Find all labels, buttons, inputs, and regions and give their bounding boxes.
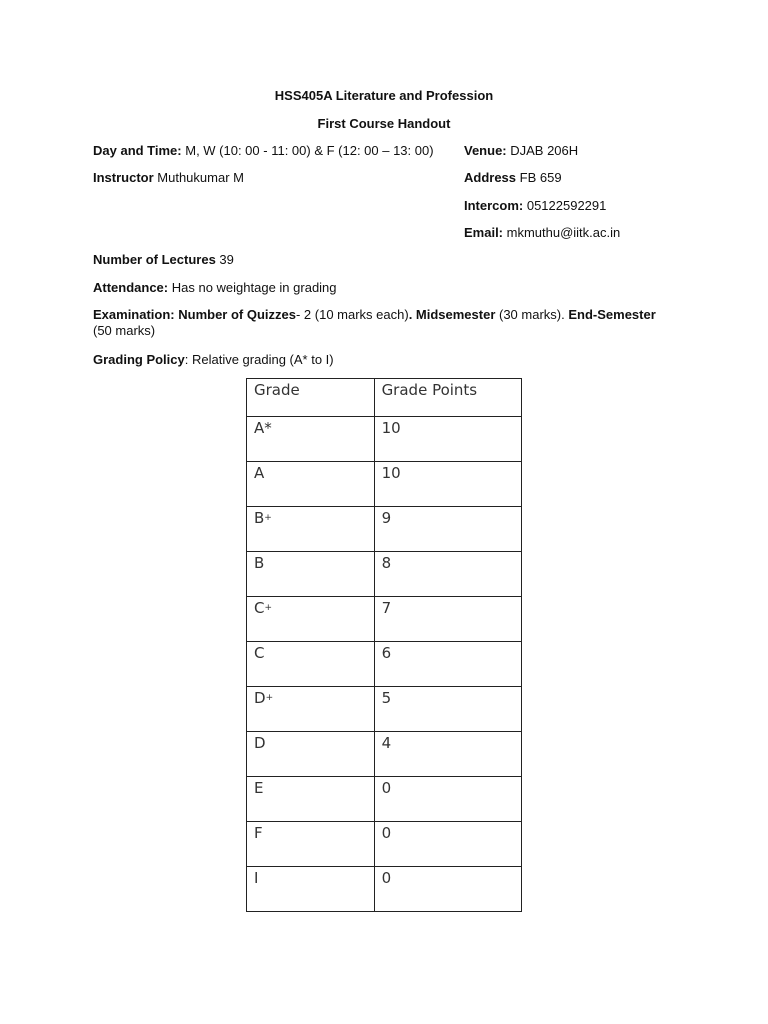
- grade-letter: B: [254, 509, 265, 527]
- exam-mid-label: . Midsemester: [408, 307, 496, 322]
- email-label: Email:: [464, 225, 504, 240]
- handout-subtitle: First Course Handout: [317, 116, 451, 131]
- address: [464, 170, 562, 186]
- intercom-label: Intercom:: [464, 198, 524, 213]
- examination: [93, 307, 673, 339]
- grade-cell: [247, 687, 375, 732]
- instructor-value: Muthukumar M: [153, 170, 244, 185]
- grading-label: Grading Policy: [93, 352, 185, 367]
- table-row: [247, 552, 522, 597]
- grade-header: Grade: [247, 379, 375, 417]
- grade-letter: A*: [254, 419, 272, 437]
- grade-points-cell: 6: [374, 642, 521, 687]
- grade-letter: C: [254, 644, 265, 662]
- grade-table-header: [247, 379, 522, 417]
- grade-letter: D: [254, 689, 266, 707]
- attendance: [93, 280, 337, 296]
- grade-cell: [247, 732, 375, 777]
- email: [464, 225, 620, 241]
- table-row: [247, 462, 522, 507]
- exam-quizzes-label: Number of Quizzes: [174, 307, 296, 322]
- exam-end-label: End-Semester: [568, 307, 656, 322]
- grade-cell: [247, 507, 375, 552]
- grade-cell: [247, 642, 375, 687]
- exam-end-value: (50 marks): [93, 323, 156, 338]
- grade-points-header: Grade Points: [374, 379, 521, 417]
- course-title: HSS405A Literature and Profession: [274, 88, 494, 103]
- intercom: [464, 198, 606, 214]
- grade-modifier: +: [265, 693, 274, 703]
- lectures-value: 39: [215, 252, 234, 267]
- grade-points-cell: 10: [374, 462, 521, 507]
- table-row: [247, 507, 522, 552]
- exam-mid-value: (30 marks).: [495, 307, 569, 322]
- grade-letter: B: [254, 554, 265, 572]
- grade-points-cell: 8: [374, 552, 521, 597]
- grade-cell: [247, 867, 375, 912]
- table-row: [247, 822, 522, 867]
- instructor-label: Instructor: [93, 170, 154, 185]
- table-row: [247, 687, 522, 732]
- grade-points-cell: 0: [374, 867, 521, 912]
- exam-label: Examination:: [93, 307, 175, 322]
- grade-letter: D: [254, 734, 266, 752]
- venue-value: DJAB 206H: [506, 143, 579, 158]
- lectures: [93, 252, 234, 268]
- attendance-label: Attendance:: [93, 280, 169, 295]
- grade-points-cell: 5: [374, 687, 521, 732]
- day-time: [93, 143, 434, 159]
- grade-points-cell: 7: [374, 597, 521, 642]
- day-time-label: Day and Time:: [93, 143, 182, 158]
- grade-cell: [247, 777, 375, 822]
- venue: [464, 143, 578, 159]
- grade-table: [246, 378, 522, 912]
- grade-modifier: +: [264, 603, 273, 613]
- grade-points-cell: 0: [374, 822, 521, 867]
- grade-cell: [247, 597, 375, 642]
- table-row: [247, 642, 522, 687]
- grade-letter: E: [254, 779, 264, 797]
- grading-value: : Relative grading (A* to I): [184, 352, 334, 367]
- lectures-label: Number of Lectures: [93, 252, 216, 267]
- attendance-value: Has no weightage in grading: [168, 280, 337, 295]
- address-label: Address: [464, 170, 517, 185]
- instructor: [93, 170, 244, 186]
- grading-policy: [93, 352, 334, 368]
- exam-quizzes-value: - 2 (10 marks each): [295, 307, 409, 322]
- grade-cell: [247, 462, 375, 507]
- table-row: [247, 732, 522, 777]
- grade-points-cell: 4: [374, 732, 521, 777]
- email-value: mkmuthu@iitk.ac.in: [503, 225, 621, 240]
- grade-table-body: [247, 417, 522, 912]
- grade-modifier: +: [264, 513, 272, 523]
- grade-letter: A: [254, 464, 265, 482]
- address-value: FB 659: [516, 170, 562, 185]
- venue-label: Venue:: [464, 143, 507, 158]
- grade-points-cell: 0: [374, 777, 521, 822]
- intercom-value: 05122592291: [523, 198, 607, 213]
- day-time-value: M, W (10: 00 - 11: 00) & F (12: 00 – 13: 00): [181, 143, 434, 158]
- table-row: [247, 867, 522, 912]
- grade-points-cell: 9: [374, 507, 521, 552]
- grade-letter: C: [254, 599, 265, 617]
- grade-cell: [247, 552, 375, 597]
- grade-cell: [247, 822, 375, 867]
- grade-points-cell: 10: [374, 417, 521, 462]
- table-row: [247, 777, 522, 822]
- table-row: [247, 417, 522, 462]
- table-row: [247, 597, 522, 642]
- grade-letter: F: [254, 824, 263, 842]
- grade-cell: [247, 417, 375, 462]
- grade-letter: I: [254, 869, 259, 887]
